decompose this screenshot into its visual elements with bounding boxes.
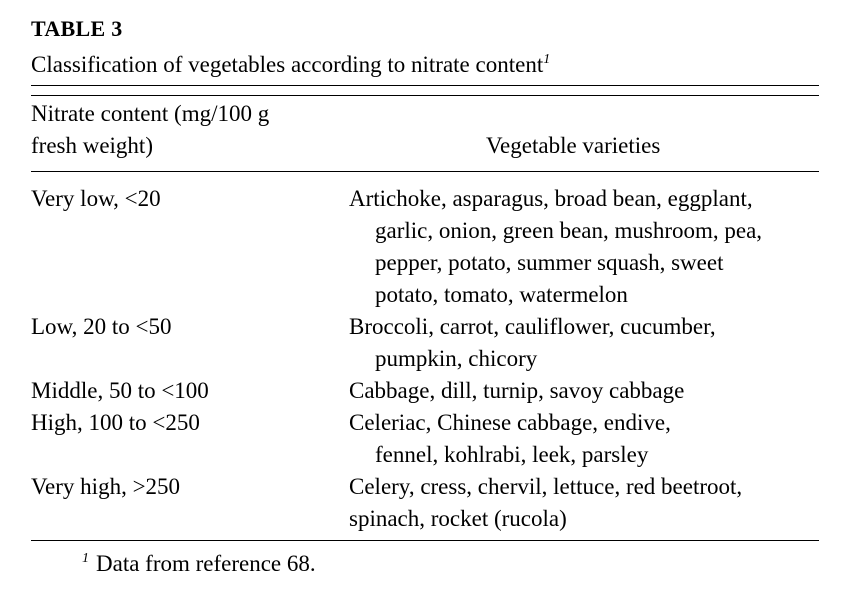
header-vegetable-varieties: Vegetable varieties bbox=[486, 133, 661, 158]
caption-footnote-marker: 1 bbox=[543, 52, 551, 67]
table-caption bbox=[31, 52, 550, 78]
footnote-marker: 1 bbox=[82, 551, 89, 566]
header-col1-line1: Nitrate content (mg/100 g bbox=[31, 101, 270, 126]
vegetable-line: potato, tomato, watermelon bbox=[375, 282, 628, 307]
table-bottom-rule bbox=[31, 540, 819, 541]
table-footnote bbox=[82, 551, 316, 577]
row-vegetables bbox=[349, 407, 819, 471]
table-top-rule bbox=[31, 85, 819, 96]
table-row bbox=[31, 183, 819, 311]
table-label: TABLE 3 bbox=[31, 16, 123, 41]
caption-text: Classification of vegetables according to nitrate content bbox=[31, 52, 544, 77]
header-rule bbox=[31, 171, 819, 172]
row-category: High, 100 to <250 bbox=[31, 410, 200, 435]
vegetable-line: garlic, onion, green bean, mushroom, pea, bbox=[375, 218, 763, 243]
row-category: Low, 20 to <50 bbox=[31, 314, 172, 339]
vegetable-line: Cabbage, dill, turnip, savoy cabbage bbox=[349, 378, 685, 403]
vegetable-line: Artichoke, asparagus, broad bean, eggplant, bbox=[349, 186, 753, 211]
row-category: Very high, >250 bbox=[31, 474, 181, 499]
row-vegetables bbox=[349, 375, 819, 407]
row-vegetables bbox=[349, 311, 819, 375]
row-category: Middle, 50 to <100 bbox=[31, 378, 209, 403]
table-body bbox=[31, 183, 819, 535]
vegetable-line: fennel, kohlrabi, leek, parsley bbox=[375, 442, 649, 467]
row-category: Very low, <20 bbox=[31, 186, 161, 211]
row-vegetables bbox=[349, 471, 819, 535]
vegetable-line: pumpkin, chicory bbox=[375, 346, 538, 371]
header-col1-line2: fresh weight) bbox=[31, 133, 153, 158]
footnote-text: Data from reference 68. bbox=[96, 551, 316, 576]
header-nitrate-content bbox=[31, 98, 269, 162]
vegetable-line: Celeriac, Chinese cabbage, endive, bbox=[349, 410, 671, 435]
table-row bbox=[31, 407, 819, 471]
table-row bbox=[31, 311, 819, 375]
vegetable-line: spinach, rocket (rucola) bbox=[349, 506, 567, 531]
vegetable-line: pepper, potato, summer squash, sweet bbox=[375, 250, 724, 275]
table-row bbox=[31, 375, 819, 407]
row-vegetables bbox=[349, 183, 819, 311]
vegetable-line: Celery, cress, chervil, lettuce, red beetroot, bbox=[349, 474, 743, 499]
table-row bbox=[31, 471, 819, 535]
vegetable-line: Broccoli, carrot, cauliflower, cucumber, bbox=[349, 314, 716, 339]
